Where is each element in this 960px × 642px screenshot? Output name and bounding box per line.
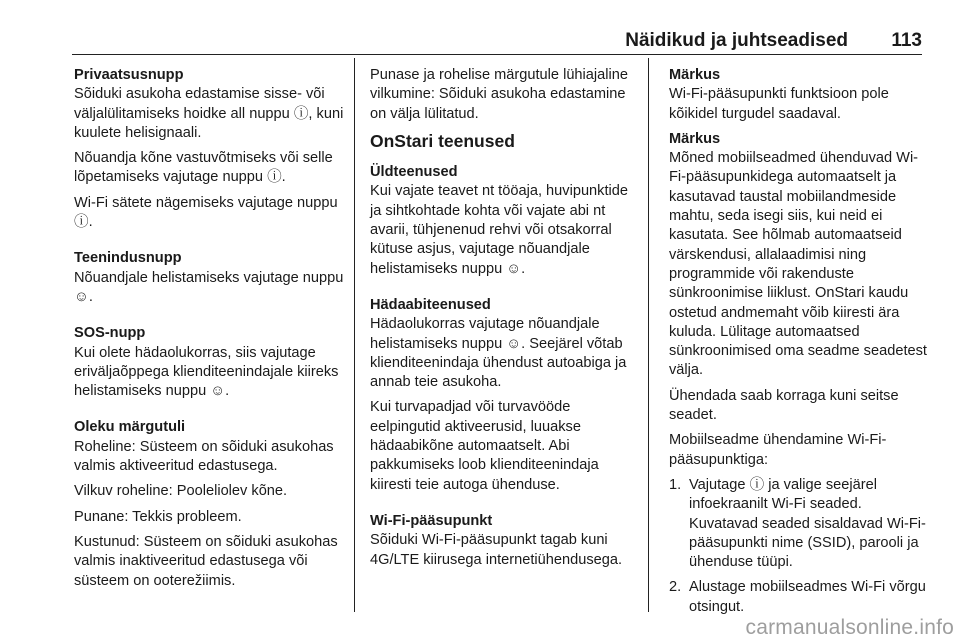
service-heading: Teenindusnupp <box>74 250 182 267</box>
status-paragraph-2: Vilkuv roheline: Pooleliolev kõne. <box>74 483 288 500</box>
general-heading: Üldteenused <box>370 164 458 181</box>
step-number: 2. <box>669 579 682 596</box>
sos-paragraph: Kui olete hädaolukorras, siis vajutage eriväljaõppega klienditeenindajale kiireks helistamiseks nuppu ☺. <box>74 344 339 400</box>
page-number: 113 <box>891 30 922 51</box>
emergency-heading: Hädaabiteenused <box>370 296 491 313</box>
sos-heading: SOS-nupp <box>74 325 146 342</box>
header-divider <box>72 54 922 55</box>
column-divider-2 <box>648 58 649 612</box>
step-text: Alustage mobiilseadmes Wi-Fi võrgu otsingut. <box>689 579 926 615</box>
watermark: carmanualsonline.info <box>745 616 954 639</box>
privacy-paragraph-1: Sõiduki asukoha edastamise sisse- või väljalülitamiseks hoidke all nuppu ⓘ, kuni kuulete helisignaali. <box>74 86 344 141</box>
status-paragraph-4: Kustunud: Süsteem on sõiduki asukohas valmis inaktiveeritud edastusega või süsteem on ooterežiimis. <box>74 533 338 589</box>
page-header <box>0 30 922 56</box>
pair-paragraph: Mobiilseadme ühendamine Wi-Fi-pääsupunktiga: <box>669 432 887 468</box>
steps-list <box>669 476 931 617</box>
column-right <box>669 66 931 623</box>
note-1-heading: Märkus <box>669 67 721 83</box>
privacy-paragraph-2: Nõuandja kõne vastuvõtmiseks või selle lõpetamiseks vajutage nuppu ⓘ. <box>74 150 333 186</box>
list-item <box>669 476 931 572</box>
column-divider-1 <box>354 58 355 612</box>
status-paragraph-3: Punane: Tekkis probleem. <box>74 508 242 525</box>
service-paragraph: Nõuandjale helistamiseks vajutage nuppu ☺. <box>74 269 344 305</box>
general-paragraph: Kui vajate teavet nt tööaja, huvipunktide ja sihtkohtade kohta või vajate abi nt avarii, tühjenenud rehvi või otsakorral kütuse asjus, vajutage nõuandjale helistamiseks nuppu ☺. <box>370 183 628 277</box>
status-heading: Oleku märgutuli <box>74 419 186 436</box>
connect-paragraph: Ühendada saab korraga kuni seitse seadet. <box>669 387 899 424</box>
privacy-heading: Privaatsusnupp <box>74 67 184 83</box>
note-2-paragraph: Mõned mobiilseadmed ühenduvad Wi-Fi-pääsupunkidega automaatselt ja kasutavad taustal mobiilandmeside mahtu, seda isegi siis, kui neid ei kasutata. See hõlmab automaatseid värskendusi, allalaadimisi ning programmide või rakenduste sünkroonimise liiklust. OnStari kaudu ostetud andmemaht võib kiiresti ära kuluda. Lülitage automaatsed sünkroonimised oma seadme seadetest välja. <box>669 150 927 379</box>
page-title: Näidikud ja juhtseadised <box>625 30 848 51</box>
emergency-paragraph-2: Kui turvapadjad või turvavööde eelpingutid aktiveerusid, luuakse hädaabikõne automaatselt. Abi pakkumiseks loob klienditeenindaja kiiresti teie autoga ühenduse. <box>370 399 599 493</box>
emergency-paragraph-1: Hädaolukorras vajutage nõuandjale helistamiseks nuppu ☺. Seejärel võtab klienditeenindaja ühendust autoabiga ja annab teie asukoha. <box>370 316 627 391</box>
privacy-paragraph-3: Wi-Fi sätete nägemiseks vajutage nuppu ⓘ. <box>74 194 338 231</box>
note-2-heading: Märkus <box>669 130 721 147</box>
blink-paragraph: Punase ja rohelise märgutule lühiajaline vilkumine: Sõiduki asukoha edastamine on välja lülitatud. <box>370 67 628 122</box>
onstar-heading: OnStari teenused <box>370 130 515 151</box>
note-1-paragraph: Wi-Fi-pääsupunkti funktsioon pole kõikidel turgudel saadaval. <box>669 86 889 122</box>
step-text: Vajutage ⓘ ja valige seejärel infoekraanilt Wi-Fi seaded. Kuvatavad seaded sisaldavad Wi-Fi-pääsupunkti nime (SSID), parooli ja ühenduse tüüpi. <box>689 476 926 571</box>
step-number: 1. <box>669 476 682 493</box>
column-middle <box>370 66 638 576</box>
wifi-heading: Wi-Fi-pääsupunkt <box>370 512 493 529</box>
column-left <box>74 66 346 597</box>
list-item <box>669 578 931 617</box>
status-paragraph-1: Roheline: Süsteem on sõiduki asukohas valmis aktiveeritud edastusega. <box>74 438 334 475</box>
wifi-paragraph: Sõiduki Wi-Fi-pääsupunkt tagab kuni 4G/LTE kiirusega internetiühendusega. <box>370 532 623 568</box>
